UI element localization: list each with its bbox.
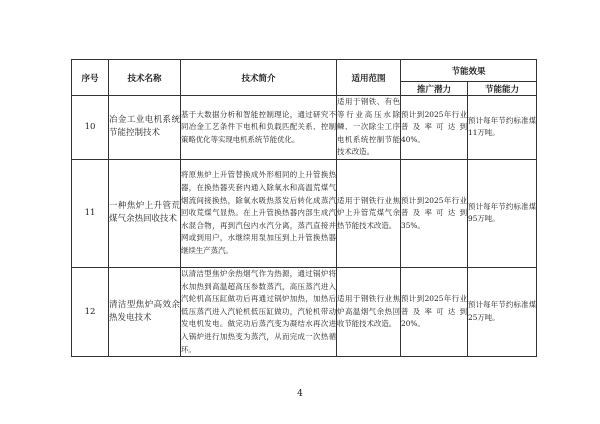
row-potential: 预计到2025年行业普及率可达到20%。 xyxy=(401,267,468,356)
header-seq: 序号 xyxy=(72,60,109,96)
header-scope: 适用范围 xyxy=(337,60,401,96)
row-scope: 适用于钢铁行业焦炉上升管荒煤气余热节能技术改造。 xyxy=(337,159,401,267)
table-row xyxy=(72,267,537,356)
table-row xyxy=(72,96,537,160)
row-seq: 12 xyxy=(72,267,109,356)
header-capacity: 节能能力 xyxy=(468,82,537,96)
header-potential: 推广潜力 xyxy=(401,82,468,96)
row-intro: 以清洁型焦炉余热烟气作为热源，通过锅炉将水加热到高温超高压参数蒸汽，高压蒸汽进入汽轮机高压缸做功后再通过锅炉加热，加热后低压蒸汽进入汽轮机低压缸做功，汽轮机带动发电机发电。做完功后蒸汽变为凝结水再次进入锅炉进行加热变为蒸汽，从而完成一次热循环。 xyxy=(181,267,337,356)
row-seq: 10 xyxy=(72,96,109,160)
row-scope: 适用于钢铁行业焦炉高温烟气余热回收节能技术改造。 xyxy=(337,267,401,356)
technology-table xyxy=(71,59,537,357)
row-name: 清洁型焦炉高效余热发电技术 xyxy=(109,267,181,356)
row-name: 一种焦炉上升管荒煤气余热回收技术 xyxy=(109,159,181,267)
row-seq: 11 xyxy=(72,159,109,267)
row-capacity: 预计每年节约标准煤11万吨。 xyxy=(468,96,537,160)
header-row-1 xyxy=(72,60,537,82)
table-row xyxy=(72,159,537,267)
row-intro: 基于大数据分析和智能控制理论，通过研究不同冶金工艺条件下电机和负载匹配关系、控制策略优化等实现电机系统节能优化。 xyxy=(181,96,337,160)
page-number: 4 xyxy=(297,389,303,399)
row-potential: 预计到2025年行业普及率可达到35%。 xyxy=(401,159,468,267)
row-potential: 预计到2025年行业普及率可达到40%。 xyxy=(401,96,468,160)
header-effect: 节能效果 xyxy=(401,60,537,82)
header-intro: 技术简介 xyxy=(181,60,337,96)
row-intro: 将原焦炉上升管替换成外形相同的上升管换热器，在换热器夹套内通入除氧水和高温荒煤气烟流间接换热，除氧水吸热蒸发后转化成蒸汽回收荒煤气显热。在上升管换热器内部生成汽水混合物，再到汽包内水汽分离，蒸汽直接并网或到用户，水继续用泵加压到上升管换热器继续生产蒸汽。 xyxy=(181,159,337,267)
header-name: 技术名称 xyxy=(109,60,181,96)
row-name: 冶金工业电机系统节能控制技术 xyxy=(109,96,181,160)
row-capacity: 预计每年节约标准煤95万吨。 xyxy=(468,159,537,267)
row-scope: 适用于钢铁、有色等行业高压水除鳞、一次除尘工序电机系统控制节能技术改造。 xyxy=(337,96,401,160)
row-capacity: 预计每年节约标准煤25万吨。 xyxy=(468,267,537,356)
